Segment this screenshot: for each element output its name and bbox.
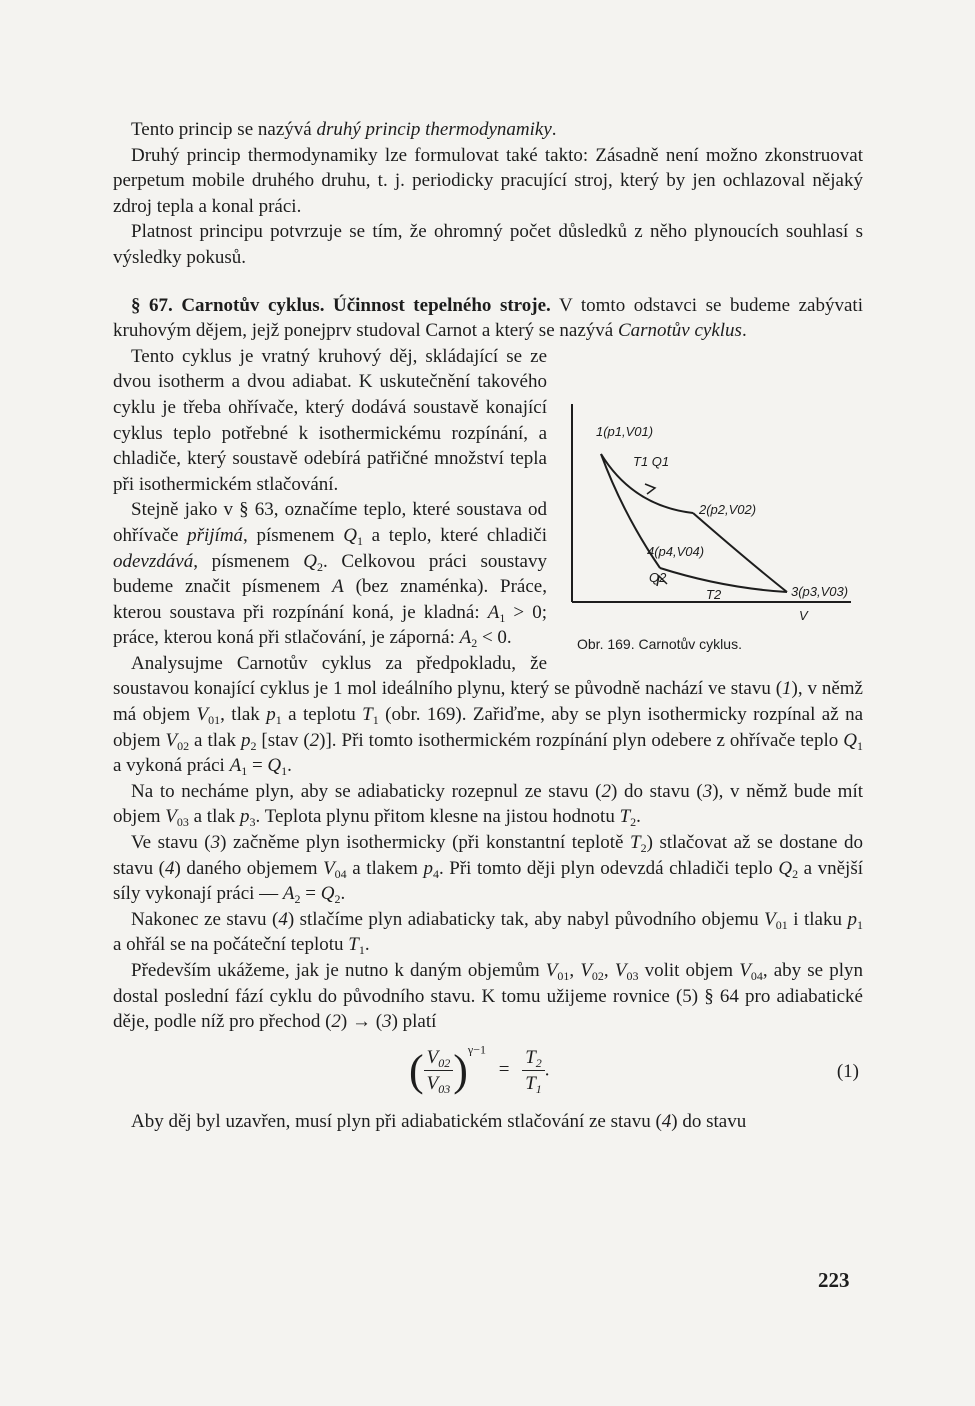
paragraph-10: Především ukážeme, jak je nutno k daným objemům $V_{01}$, $V_{02}$, $V_{03}$ volit objem $V_{04}$, aby se plyn dostal poslední fází cyklu do původního stavu. K tomu užijeme rovnice (5) § 64 pro adiabatické děje, podle níž pro přechod (2) → (3) platí [113, 960, 864, 1033]
paragraph-11: Aby děj byl uzavřen, musí plyn při adiabatickém stlačování ze stavu (4) do stavu [131, 1110, 747, 1132]
equation-1 [113, 1041, 863, 1103]
label-v-axis: V [799, 607, 808, 623]
label-t2: T2 [706, 586, 722, 602]
label-q2: Q2 [649, 569, 667, 585]
eq-rhs-denominator: $T_1$ [525, 1073, 542, 1097]
figure-carnot-cycle [563, 396, 863, 658]
equation-number: (1) [836, 1060, 859, 1082]
label-state-4: 4(p4,V04) [647, 543, 705, 559]
paragraph-1: Tento princip se nazývá druhý princip thermodynamiky. [131, 119, 557, 140]
text-column [113, 117, 863, 1134]
label-state-1: 1(p1,V01) [596, 423, 654, 439]
paragraph-9: Nakonec ze stavu (4) stlačíme plyn adiabaticky tak, aby nabyl původního objemu $V_{01}$ i tlaku $p_1$ a ohřál se na počáteční teplotu $T_1$. [113, 908, 863, 958]
eq-lhs-denominator: $V_{03}$ [426, 1073, 451, 1097]
paragraph-4: Tento cyklus je vratný kruhový děj, skládající se ze dvou isotherm a dvou adiabat. K uskutečnění takového cyklu je třeba ohřívače, který dodává soustavě konající cyklus teplo potřebné k isothermickému rozpínání, a chladiče, který soustavě odebírá patřičné množství tepla při isothermickém stlačování. [113, 345, 547, 495]
carnot-diagram [563, 396, 863, 632]
eq-rhs-numerator: $T_2$ [522, 1045, 545, 1072]
label-state-3: 3(p3,V03) [791, 583, 849, 599]
arrow-q1 [645, 484, 655, 494]
paragraph-7: Na to necháme plyn, aby se adiabaticky rozepnul ze stavu (2) do stavu (3), v němž bude mít objem $V_{03}$ a tlak $p_3$. Teplota plynu přitom klesne na jistou hodnotu $T_2$. [113, 780, 864, 830]
equation-body: ( $\frac{V_{02}}{V_{03}}$ )$^{\gamma-1}$ = $\frac{T_2}{T_1}$ . [409, 1042, 550, 1097]
paragraph-3: Platnost principu potvrzuje se tím, že ohromný počet důsledků z něho plynoucích souhlasí s výsledky pokusů. [113, 221, 863, 268]
label-state-2: 2(p2,V02) [699, 501, 757, 517]
paragraph-2: Druhý princip thermodynamiky lze formulovat také takto: Zásadně není možno zkonstruovat perpetum mobile druhého druhu, t. j. periodicky pracující stroj, který by jen ochlazoval nějaký zdroj tepla a konal práci. [113, 144, 863, 217]
paragraph-6: Analysujme Carnotův cyklus za předpokladu, že soustavou konající cyklus je 1 mol ideálního plynu, který se původně nachází ve stavu (1), v němž má objem $V_{01}$, tlak $p_1$ a teplotu $T_1$ (obr. 169). Zařiďme, aby se plyn isothermicky rozpínal až na objem $V_{02}$ a tlak $p_2$ [stav (2)]. Při tomto isothermickém rozpínání plyn odebere z ohřívače teplo $Q_1$ a vykoná práci $A_1 = Q_1$. [113, 652, 864, 779]
figure-caption: Obr. 169. Carnotův cyklus. [577, 635, 742, 652]
label-t1-q1: T1 Q1 [633, 453, 670, 469]
page-number: 223 [818, 1268, 850, 1292]
eq-exponent: γ−1 [467, 1042, 486, 1057]
section-heading: § 67. Carnotův cyklus. Účinnost tepelného stroje. V tomto odstavci se budeme zabývati kruhovým dějem, jejž ponejprv studoval Carnot a který se nazývá Carnotův cyklus. [113, 294, 863, 342]
eq-lhs-numerator: $V_{02}$ [424, 1045, 454, 1072]
isotherm-t2 [660, 568, 787, 592]
paragraph-5: Stejně jako v § 63, označíme teplo, které soustava od ohřívače přijímá, písmenem $Q_1$ a teplo, které chladiči odevzdává, písmenem $Q_2$. Celkovou práci soustavy budeme značit písmenem A (bez znaménka). Práce, kterou soustava při rozpínání koná, je kladná: $A_1 > 0$; práce, kterou koná při stlačování, je záporná: $A_2 < 0$. [113, 499, 548, 651]
paragraph-8: Ve stavu (3) začněme plyn isothermicky (při konstantní teplotě $T_2$) stlačovat až se dostane do stavu (4) daného objemem $V_{04}$ a tlakem $p_4$. Při tomto ději plyn odevzdá chladiči teplo $Q_2$ a vnější síly vykonají práci — $A_2 = Q_2$. [113, 832, 863, 907]
